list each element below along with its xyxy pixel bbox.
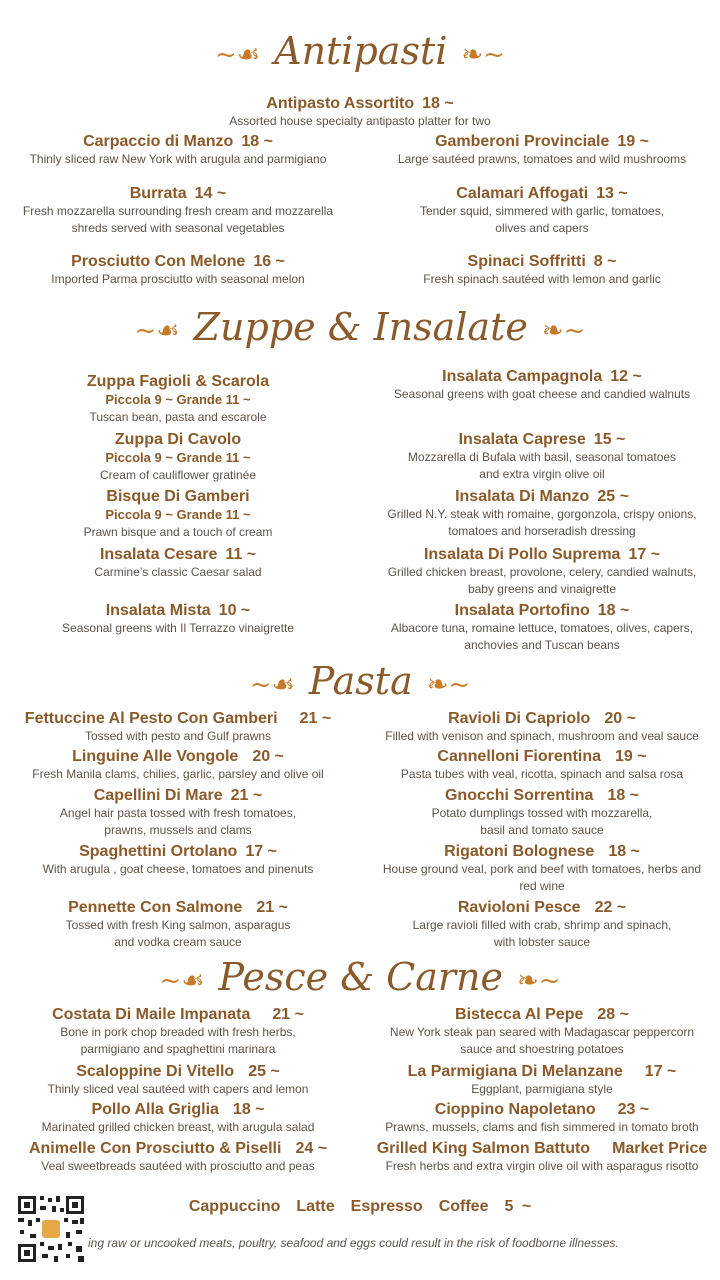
- menu-item-carpaccio: Carpaccio di Manzo 18 ~ Thinly sliced raw New York with arugula and parmigiano: [29, 133, 327, 166]
- menu-item-bisque: Bisque Di Gamberi Piccola 9 ~ Grande 11 ~ Prawn bisque and a touch of cream: [83, 488, 273, 539]
- scroll-ornament-icon: ❧~: [426, 669, 471, 700]
- menu-item-calamari: Calamari Affogati 13 ~ Tender squid, simmered with garlic, tomatoes, olives and capers: [419, 185, 665, 235]
- section-title-pasta: ~☙ Pasta ❧~: [249, 659, 471, 703]
- menu-item-parmigiana: La Parmigiana Di Melanzane 17 ~ Eggplant, parmigiana style: [407, 1063, 677, 1096]
- menu-item-pollo-griglia: Pollo Alla Griglia 18 ~ Marinated grilled chicken breast, with arugula salad: [41, 1101, 315, 1134]
- menu-item-spinaci: Spinaci Soffritti 8 ~ Fresh spinach sautéed with lemon and garlic: [423, 253, 661, 286]
- menu-item-zuppa-fagioli: Zuppa Fagioli & Scarola Piccola 9 ~ Grande 11 ~ Tuscan bean, pasta and escarole: [86, 373, 270, 424]
- menu-item-gnocchi: Gnocchi Sorrentina 18 ~ Potato dumplings tossed with mozzarella, basil and tomato sauce: [431, 787, 653, 837]
- menu-item-burrata: Burrata 14 ~ Fresh mozzarella surrounding fresh cream and mozzarella shreds served with seasonal vegetables: [22, 185, 334, 235]
- menu-item-scaloppine: Scaloppine Di Vitello 25 ~ Thinly sliced veal sautéed with capers and lemon: [47, 1063, 309, 1096]
- menu-item-ravioli-capriolo: Ravioli Di Capriolo 20 ~ Filled with venison and spinach, mushroom and veal sauce: [385, 710, 699, 743]
- menu-item-prosciutto: Prosciutto Con Melone 16 ~ Imported Parma prosciutto with seasonal melon: [51, 253, 305, 286]
- menu-item-insalata-campagnola: Insalata Campagnola 12 ~ Seasonal greens with goat cheese and candied walnuts: [393, 368, 691, 401]
- menu-item-rigatoni: Rigatoni Bolognese 18 ~ House ground veal, pork and beef with tomatoes, herbs and red wine: [382, 843, 702, 893]
- scroll-ornament-icon: ~☙: [159, 965, 205, 996]
- menu-item-insalata-caprese: Insalata Caprese 15 ~ Mozzarella di Bufala with basil, seasonal tomatoes and extra virgin olive oil: [407, 431, 677, 481]
- scroll-ornament-icon: ❧~: [516, 965, 561, 996]
- menu-item-antipasto-assortito: Antipasto Assortito 18 ~ Assorted house specialty antipasto platter for two: [229, 95, 491, 128]
- menu-item-bistecca: Bistecca Al Pepe 28 ~ New York steak pan seared with Madagascar peppercorn sauce and shoestring potatoes: [389, 1006, 695, 1056]
- scroll-ornament-icon: ~☙: [249, 669, 295, 700]
- menu-item-linguine: Linguine Alle Vongole 20 ~ Fresh Manila clams, chilies, garlic, parsley and olive oil: [32, 748, 324, 781]
- menu-item-fettuccine: Fettuccine Al Pesto Con Gamberi 21 ~ Tossed with pesto and Gulf prawns: [24, 710, 332, 743]
- menu-item-pennette: Pennette Con Salmone 21 ~ Tossed with fresh King salmon, asparagus and vodka cream sauce: [65, 899, 291, 949]
- menu-item-insalata-pollo: Insalata Di Pollo Suprema 17 ~ Grilled chicken breast, provolone, celery, candied walnuts, baby greens and vinaigrette: [387, 546, 697, 596]
- foodborne-illness-disclaimer: ing raw or uncooked meats, poultry, seafood and eggs could result in the risk of foodborne illnesses.: [88, 1236, 619, 1250]
- section-title-antipasti: ~☙ Antipasti ❧~: [215, 29, 505, 73]
- menu-item-ravioloni-pesce: Ravioloni Pesce 22 ~ Large ravioli filled with crab, shrimp and spinach, with lobster sauce: [412, 899, 672, 949]
- menu-item-costata: Costata Di Maile Impanata 21 ~ Bone in pork chop breaded with fresh herbs, parmigiano and spaghettini marinara: [52, 1006, 304, 1056]
- menu-item-cioppino: Cioppino Napoletano 23 ~ Prawns, mussels, clams and fish simmered in tomato broth: [385, 1101, 699, 1134]
- menu-item-insalata-manzo: Insalata Di Manzo 25 ~ Grilled N.Y. steak with romaine, gorgonzola, crispy onions, tomatoes and horseradish dressing: [387, 488, 697, 538]
- scroll-ornament-icon: ❧~: [541, 315, 586, 346]
- menu-item-gamberoni: Gamberoni Provinciale 19 ~ Large sautéed prawns, tomatoes and wild mushrooms: [397, 133, 687, 166]
- section-title-pesce-carne: ~☙ Pesce & Carne ❧~: [159, 955, 561, 999]
- menu-item-insalata-portofino: Insalata Portofino 18 ~ Albacore tuna, romaine lettuce, tomatoes, olives, capers, anchovies and Tuscan beans: [390, 602, 694, 652]
- menu-item-insalata-cesare: Insalata Cesare 11 ~ Carmine’s classic Caesar salad: [94, 546, 262, 579]
- section-title-zuppe-insalate: ~☙ Zuppe & Insalate ❧~: [134, 305, 586, 349]
- scroll-ornament-icon: ~☙: [134, 315, 180, 346]
- beverage-line: Cappuccino Latte Espresso Coffee 5 ~: [188, 1198, 532, 1215]
- scroll-ornament-icon: ~☙: [215, 39, 261, 70]
- menu-item-capellini: Capellini Di Mare 21 ~ Angel hair pasta tossed with fresh tomatoes, prawns, mussels and clams: [59, 787, 297, 837]
- menu-item-cannelloni: Cannelloni Fiorentina 19 ~ Pasta tubes with veal, ricotta, spinach and salsa rosa: [400, 748, 684, 781]
- menu-item-spaghettini: Spaghettini Ortolano 17 ~ With arugula , goat cheese, tomatoes and pinenuts: [42, 843, 314, 876]
- menu-item-king-salmon: Grilled King Salmon Battuto Market Price Fresh herbs and extra virgin olive oil with asparagus risotto: [376, 1140, 708, 1173]
- menu-item-animelle: Animelle Con Prosciutto & Piselli 24 ~ Veal sweetbreads sautéed with prosciutto and peas: [28, 1140, 328, 1173]
- menu-item-zuppa-cavolo: Zuppa Di Cavolo Piccola 9 ~ Grande 11 ~ Cream of cauliflower gratinée: [99, 431, 257, 482]
- scroll-ornament-icon: ❧~: [461, 39, 505, 70]
- menu-item-insalata-mista: Insalata Mista 10 ~ Seasonal greens with Il Terrazzo vinaigrette: [62, 602, 294, 635]
